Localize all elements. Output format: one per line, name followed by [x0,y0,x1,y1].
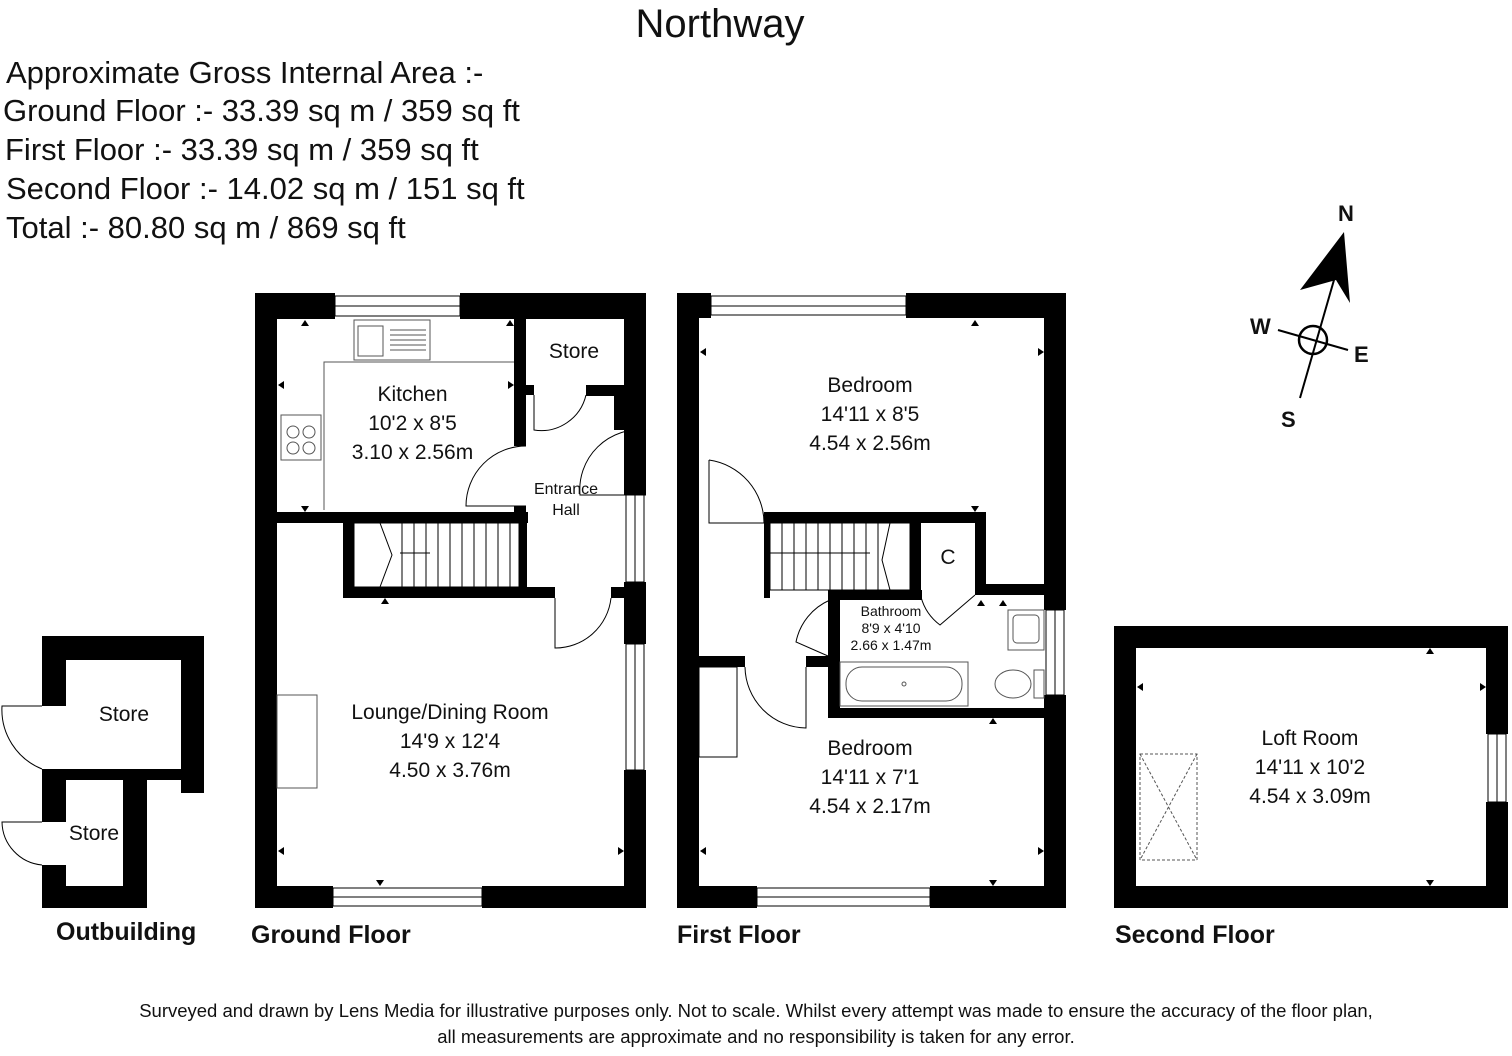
compass-south: S [1281,407,1296,432]
floor-label-first: First Floor [677,921,801,949]
store-ground-name: Store [548,340,600,363]
room-label-bathroom [830,603,952,654]
bathroom-name: Bathroom [860,603,922,619]
floor-label-second: Second Floor [1115,921,1275,949]
outbuilding-store-2-name: Store [68,822,120,845]
page-title: Northway [635,2,805,46]
room-label-bedroom-1 [780,371,960,458]
area-ground-floor: Ground Floor :- 33.39 sq m / 359 sq ft [3,93,520,128]
compass-east: E [1354,342,1369,367]
area-heading: Approximate Gross Internal Area :- [6,55,484,90]
outbuilding-plan [2,636,204,908]
area-second-floor: Second Floor :- 14.02 sq m / 151 sq ft [6,171,525,206]
floor-label-ground: Ground Floor [251,921,411,949]
room-label-cupboard [928,543,968,572]
kitchen-imperial: 10'2 x 8'5 [368,412,457,435]
room-label-outbuilding-store-1 [74,700,174,729]
compass [1278,232,1350,398]
kitchen-name: Kitchen [377,383,448,406]
loft-room-imperial: 14'11 x 10'2 [1254,756,1366,779]
bedroom-1-metric: 4.54 x 2.56m [809,432,931,455]
lounge-metric: 4.50 x 3.76m [389,759,511,782]
entrance-hall-line1: Entrance [533,481,599,498]
bathroom-metric: 2.66 x 1.47m [850,637,932,653]
room-label-kitchen [330,380,495,467]
bedroom-1-imperial: 14'11 x 8'5 [820,403,920,426]
area-first-floor: First Floor :- 33.39 sq m / 359 sq ft [5,132,479,167]
bathroom-imperial: 8'9 x 4'10 [861,620,921,636]
entrance-hall-line2: Hall [552,502,580,519]
bedroom-2-metric: 4.54 x 2.17m [809,795,931,818]
area-total: Total :- 80.80 sq m / 869 sq ft [6,210,406,245]
disclaimer [0,998,1512,1050]
compass-west: W [1250,314,1271,339]
outbuilding-store-1-name: Store [98,703,150,726]
room-label-store-ground [534,337,614,366]
bedroom-1-name: Bedroom [827,374,913,397]
disclaimer-line-1: Surveyed and drawn by Lens Media for illustrative purposes only. Not to scale. Whilst every attempt was made to ensure the accuracy of the floor plan, [139,1000,1373,1021]
compass-north: N [1338,201,1354,226]
loft-room-name: Loft Room [1261,727,1359,750]
loft-room-metric: 4.54 x 3.09m [1249,785,1371,808]
bedroom-2-imperial: 14'11 x 7'1 [820,766,920,789]
disclaimer-line-2: all measurements are approximate and no responsibility is taken for any error. [437,1026,1075,1047]
lounge-name: Lounge/Dining Room [351,701,549,724]
room-label-outbuilding-store-2 [54,819,134,848]
bedroom-2-name: Bedroom [827,737,913,760]
room-label-bedroom-2 [780,734,960,821]
cupboard-name: C [940,546,956,569]
room-label-lounge [320,698,580,785]
lounge-imperial: 14'9 x 12'4 [399,730,501,753]
floor-label-outbuilding: Outbuilding [56,918,197,946]
room-label-loft-room [1220,724,1400,811]
room-label-entrance-hall [526,479,606,521]
kitchen-metric: 3.10 x 2.56m [351,441,474,464]
